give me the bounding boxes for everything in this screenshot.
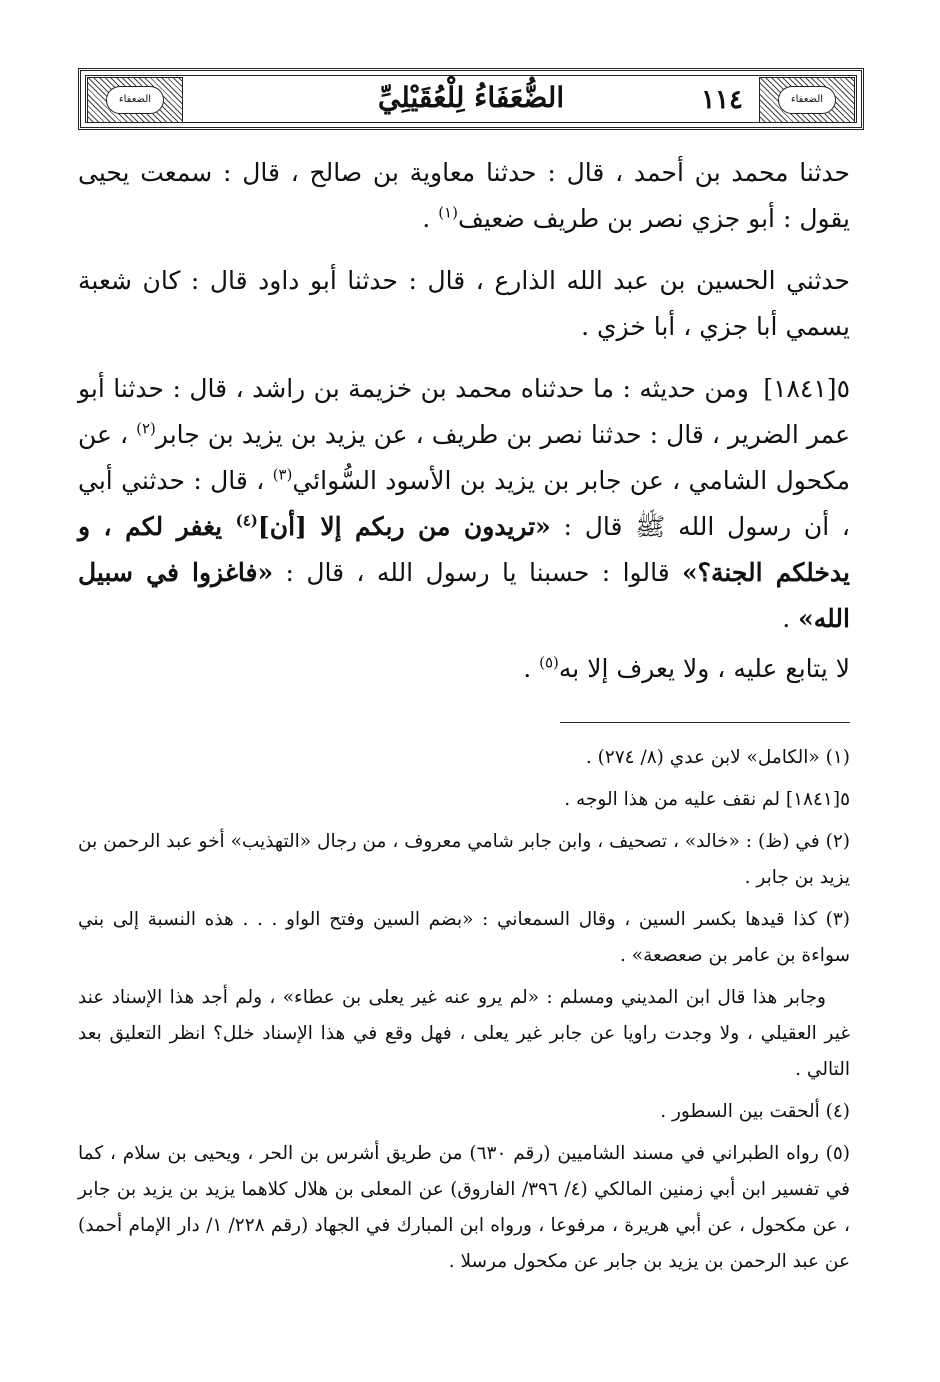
footnote-5: (٥) رواه الطبراني في مسند الشاميين (رقم ٦٣٠) من طريق أشرس بن الحر ، ويحيى بن سلام ، كما في تفسير ابن أبي زمنين المالكي (٤/ ٣٩٦/ الفاروق) عن المعلى بن هلال كلاهما يزيد بن يزيد بن جابر ، عن مكحول ، عن أبي هريرة ، مرفوعا ، ورواه ابن المبارك في الجهاد (رقم ٢٢٨/ ١/ دار الإمام أحمد) عن عبد الرحمن بن يزيد بن جابر عن مكحول مرسلا . — [78, 1143, 850, 1272]
footnote-3: (٣) كذا قيدها بكسر السين ، وقال السمعاني : «بضم السين وفتح الواو . . . هذه النسبة إلى بني سواءة بن عامر بن صعصعة» . — [78, 909, 850, 966]
footnote-1841: ٥[١٨٤١] لم نقف عليه من هذا الوجه . — [564, 789, 850, 810]
footnote-separator — [560, 722, 850, 723]
footnote-ref-4[interactable]: (٤) — [235, 511, 258, 530]
footnotes — [78, 740, 850, 1286]
ornament-medallion: الضعفاء — [106, 86, 164, 114]
hadith-1841: ٥[١٨٤١] ومن حديثه : ما حدثناه محمد بن خزيمة بن راشد ، قال : حدثنا أبو عمر الضرير ، قال : حدثنا نصر بن طريف ، عن يزيد بن يزيد بن جابر$^{(٢)}$ ، عن مكحول الشامي ، عن جابر بن يزيد بن الأسود السُّوائي$^{(٣)}$ ، قال : حدثني أبي ، أن رسول الله ﷺ قال : «تريدون من ربكم إلا [أن]$^{(٤)}$ يغفر لكم ، و يدخلكم الجنة؟» قالوا : حسبنا يا رسول الله ، قال : «فاغزوا في سبيل الله» . — [78, 374, 850, 633]
footnote-2: (٢) في (ظ) : «خالد» ، تصحيف ، وابن جابر شامي معروف ، من رجال «التهذيب» أخو عبد الرحمن بن يزيد بن جابر . — [78, 831, 850, 888]
footnote-4: (٤) ألحقت بين السطور . — [660, 1101, 850, 1122]
paragraph-1: حدثنا محمد بن أحمد ، قال : حدثنا معاوية بن صالح ، قال : سمعت يحيى يقول : أبو جزي نصر بن طريف ضعيف$^{(١)}$ . — [78, 158, 850, 233]
footnote-1: (١) «الكامل» لابن عدي (٨/ ٢٧٤) . — [585, 747, 850, 768]
footnote-ref-2[interactable]: (٢) — [136, 419, 156, 438]
paragraph-4: لا يتابع عليه ، ولا يعرف إلا به$^{(٥)}$ . — [523, 653, 850, 683]
main-text — [78, 150, 850, 708]
footnote-ref-5[interactable]: (٥) — [539, 653, 559, 672]
prophetic-quote-2: «فاغزوا في سبيل الله» — [78, 558, 850, 633]
paragraph-2: حدثني الحسين بن عبد الله الذارع ، قال : حدثنا أبو داود قال : كان شعبة يسمي أبا جزي ، أبا خزي . — [78, 266, 850, 341]
hadith-number: ٥[١٨٤١] — [763, 374, 850, 403]
footnote-ref-3[interactable]: (٣) — [272, 465, 293, 484]
prophetic-quote: «تريدون من ربكم إلا [أن]$^{(٤)}$ يغفر لكم ، و يدخلكم الجنة؟» — [78, 511, 850, 587]
page-number: ١١٤ — [701, 85, 743, 115]
footnote-3-continued: وجابر هذا قال ابن المديني ومسلم : «لم يرو عنه غير يعلى بن عطاء» ، ولم أجد هذا الإسناد عند غير العقيلي ، ولا وجدت راويا عن جابر غير يعلى ، فهل وقع في هذا الإسناد خلل؟ انظر التعليق بعد التالي . — [78, 987, 850, 1080]
footnote-ref-1[interactable]: (١) — [438, 203, 458, 222]
ornament-medallion: الضعفاء — [778, 86, 836, 114]
running-header — [78, 68, 864, 130]
book-title: الضُّعَفَاءُ لِلْعُقَيْلِيِّ — [377, 81, 565, 114]
